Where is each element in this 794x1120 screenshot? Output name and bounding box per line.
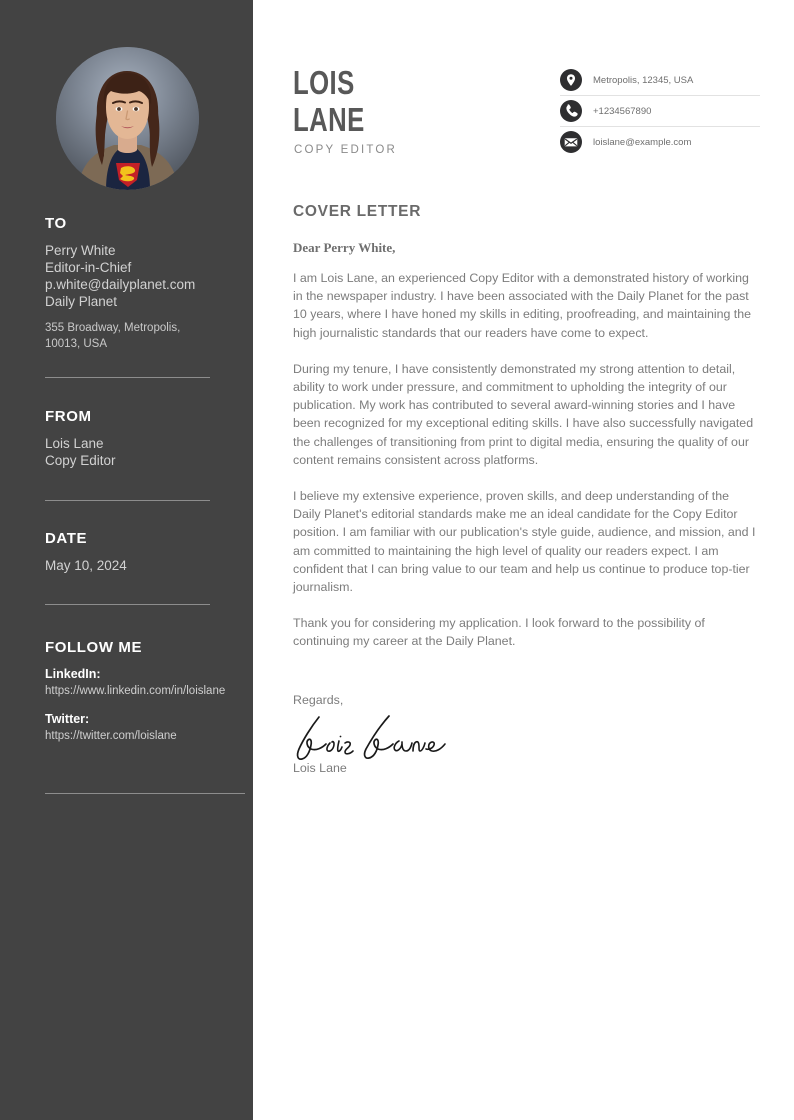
contact-row-phone — [560, 96, 760, 127]
date-block — [45, 531, 217, 574]
to-name: Perry White — [45, 242, 116, 258]
contact-row-location — [560, 65, 760, 96]
closing-salutation: Regards, — [293, 692, 344, 707]
envelope-icon — [560, 131, 582, 153]
date-heading: DATE — [45, 530, 88, 547]
contact-email-text: loislane@example.com — [593, 136, 692, 148]
follow-heading: FOLLOW ME — [45, 639, 143, 656]
to-heading: TO — [45, 215, 67, 232]
job-role: COPY EDITOR — [294, 144, 398, 156]
paragraph-3: I believe my extensive experience, proven skills, and deep understanding of the Daily Planet's editorial standards make me an ideal candidate for the Copy Editor position. I am familiar with our publication's style guide, audience, and mission, and I am committed to maintaining the high level of quality our readers expect. I am confident that I can bring value to our team and help us continue to produce top-tier journalism. — [293, 489, 756, 595]
to-block — [45, 216, 217, 352]
follow-block — [45, 640, 250, 744]
signed-name: Lois Lane — [293, 760, 347, 775]
to-title: Editor-in-Chief — [45, 259, 132, 275]
from-name: Lois Lane — [45, 435, 104, 451]
divider-to — [45, 377, 210, 378]
last-name: LANE — [293, 101, 365, 138]
contact-phone-text: +1234567890 — [593, 105, 652, 117]
to-address — [45, 320, 217, 352]
divider-date — [45, 604, 210, 605]
section-title-cover-letter: COVER LETTER — [293, 203, 422, 220]
divider-from — [45, 500, 210, 501]
sidebar — [0, 0, 253, 1120]
from-heading: FROM — [45, 408, 92, 425]
date-value: May 10, 2024 — [45, 557, 127, 573]
paragraph-2: During my tenure, I have consistently demonstrated my strong attention to detail, ability to work under pressure, and commitment to upholding the integrity of our publication. My work has contributed to several award-winning stories and I have been recognized for my exceptional editing skills. I have also successfully navigated the challenges of transitioning from print to digital media, ensuring the quality of our content remains consistent across platforms. — [293, 361, 754, 467]
to-address-line1: 355 Broadway, Metropolis, — [45, 321, 181, 334]
to-address-line2: 10013, USA — [45, 337, 108, 350]
location-pin-icon — [560, 69, 582, 91]
paragraph-4: Thank you for considering my application. I look forward to the possibility of continuing my career at the Daily Planet. — [293, 616, 705, 649]
from-block — [45, 409, 217, 469]
contact-list — [560, 65, 760, 157]
to-company: Daily Planet — [45, 293, 118, 309]
page-title — [293, 64, 365, 138]
phone-icon — [560, 100, 582, 122]
contact-row-email — [560, 127, 760, 157]
linkedin-label: LinkedIn: — [45, 666, 101, 681]
signature-image — [293, 713, 758, 761]
paragraph-1: I am Lois Lane, an experienced Copy Editor with a demonstrated history of working in the newspaper industry. I have been associated with the Daily Planet for the past 10 years, where I have honed my skills in editing, proofreading, and maintaining the high journalistic standards that our readers have come to expect. — [293, 271, 752, 340]
letter-body — [293, 240, 758, 775]
profile-photo-circle — [56, 47, 199, 190]
portrait-illustration — [56, 47, 199, 190]
linkedin-url[interactable]: https://www.linkedin.com/in/loislane — [45, 684, 226, 697]
contact-location-text: Metropolis, 12345, USA — [593, 74, 694, 86]
to-email: p.white@dailyplanet.com — [45, 276, 196, 292]
salutation: Dear Perry White, — [293, 240, 396, 255]
first-name: LOIS — [293, 64, 355, 101]
profile-photo — [56, 47, 199, 190]
main-content — [253, 0, 794, 1120]
divider-follow — [45, 793, 245, 794]
twitter-label: Twitter: — [45, 711, 90, 726]
from-title: Copy Editor — [45, 452, 116, 468]
twitter-url[interactable]: https://twitter.com/loislane — [45, 729, 177, 742]
